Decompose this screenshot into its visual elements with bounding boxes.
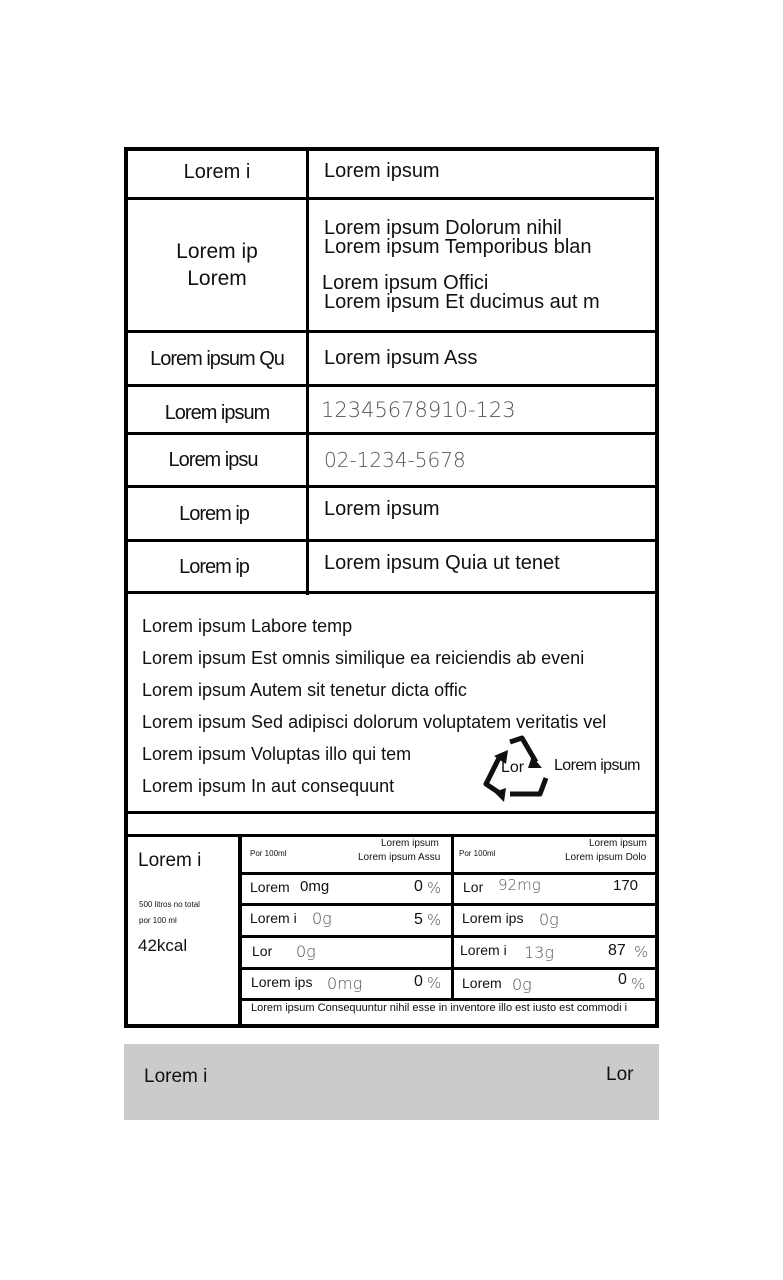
nutrition-note: por 100 ml (139, 916, 177, 925)
bottom-bar-right-text: Lor (606, 1064, 634, 1085)
note-line: Lorem ipsum In aut consequunt (142, 776, 395, 796)
row-divider (124, 539, 659, 542)
nutrient-pct: 87 (608, 942, 626, 959)
nutrient-name: Lorem (462, 975, 502, 991)
nutrient-name: Lor (252, 943, 273, 959)
nutrition-title: Lorem i (138, 850, 202, 871)
row-divider (124, 811, 659, 814)
info-label: Lorem ipsum (164, 402, 270, 424)
row-divider (124, 197, 654, 200)
info-value: Lorem ipsum Et ducimus aut m (324, 291, 600, 313)
per-label: Por 100ml (459, 849, 496, 858)
info-value: Lorem ipsum Ass (324, 347, 478, 369)
nutrient-pct: 0 (414, 973, 423, 990)
nutrient-name: Lorem (250, 879, 290, 895)
nutrition-divider (238, 836, 242, 1024)
nutrient-amount: 0g (539, 910, 559, 929)
pct-unit: % (631, 975, 646, 993)
nutrient-amount: 92mg (498, 876, 541, 894)
header-line: Lorem ipsum Dolo (565, 852, 647, 863)
row-divider (124, 591, 659, 594)
row-divider (124, 485, 659, 488)
header-line: Lorem ipsum (589, 838, 647, 849)
nutrition-row-divider (240, 967, 655, 970)
pct-unit: % (427, 879, 442, 897)
table-divider (306, 147, 309, 595)
nutrition-note: 500 litros no total (139, 900, 200, 909)
nutrient-pct: 5 (414, 911, 423, 928)
row-divider (124, 384, 659, 387)
nutrient-amount: 13g (524, 943, 554, 962)
header-line: Lorem ipsum Assu (358, 852, 441, 863)
recycle-symbol-label: Lor (501, 759, 525, 776)
nutrient-pct: 170 (613, 877, 639, 894)
pct-unit: % (634, 943, 649, 961)
nutrient-name: Lor (463, 879, 484, 895)
nutrient-pct: 0 (414, 878, 423, 895)
nutrient-name: Lorem i (460, 942, 507, 958)
info-value: 02-1234-5678 (324, 448, 466, 472)
info-label: Lorem ipsu (168, 449, 258, 471)
nutrition-row-divider (240, 872, 655, 875)
row-divider (124, 834, 659, 837)
info-value: Lorem ipsum Temporibus blan (324, 236, 592, 258)
nutrient-name: Lorem i (250, 910, 297, 926)
nutrition-row-divider (240, 998, 655, 1001)
nutrition-divider (451, 836, 454, 1001)
kcal-value: 42kcal (138, 936, 188, 955)
note-line: Lorem ipsum Labore temp (142, 616, 353, 636)
nutrition-row-divider (240, 903, 655, 906)
nutrient-amount: 0g (512, 975, 532, 994)
info-value: Lorem ipsum (324, 160, 440, 182)
info-value: Lorem ipsum Quia ut tenet (324, 552, 560, 574)
header-line: Lorem ipsum (381, 838, 439, 849)
info-label: Lorem (187, 267, 247, 290)
nutrient-name: Lorem ips (462, 910, 524, 926)
info-value: Lorem ipsum Dolorum nihil (324, 217, 562, 239)
row-divider (124, 330, 659, 333)
per-label: Por 100ml (250, 849, 287, 858)
nutrient-pct: 0 (618, 971, 627, 988)
bottom-bar-left-text: Lorem i (144, 1066, 208, 1087)
row-divider (124, 432, 659, 435)
nutrient-amount: 0g (312, 909, 332, 928)
nutrition-row-divider (240, 935, 655, 938)
note-line: Lorem ipsum Sed adipisci dolorum voluptatem veritatis vel (142, 712, 607, 732)
info-value: Lorem ipsum Offici (322, 272, 489, 294)
note-line: Lorem ipsum Voluptas illo qui tem (142, 744, 412, 764)
pct-unit: % (427, 911, 442, 929)
info-value: Lorem ipsum (324, 498, 440, 520)
info-label: Lorem ip (179, 503, 249, 525)
recycle-label: Lorem ipsum (554, 757, 640, 774)
nutrient-amount: 0mg (300, 878, 330, 895)
info-label: Lorem i (183, 161, 251, 183)
info-label: Lorem ip (176, 240, 258, 263)
nutrient-amount: 0g (296, 942, 316, 961)
note-line: Lorem ipsum Est omnis similique ea reiciendis ab eveni (142, 648, 585, 668)
pct-unit: % (427, 974, 442, 992)
nutrient-name: Lorem ips (251, 974, 313, 990)
info-value: 12345678910-123 (321, 398, 516, 422)
info-label: Lorem ip (179, 556, 249, 578)
note-line: Lorem ipsum Autem sit tenetur dicta offic (142, 680, 467, 700)
nutrient-amount: 0mg (327, 974, 363, 993)
info-label: Lorem ipsum Qu (150, 348, 284, 370)
nutrition-footnote: Lorem ipsum Consequuntur nihil esse in inventore illo est iusto est commodi i (251, 1002, 628, 1014)
